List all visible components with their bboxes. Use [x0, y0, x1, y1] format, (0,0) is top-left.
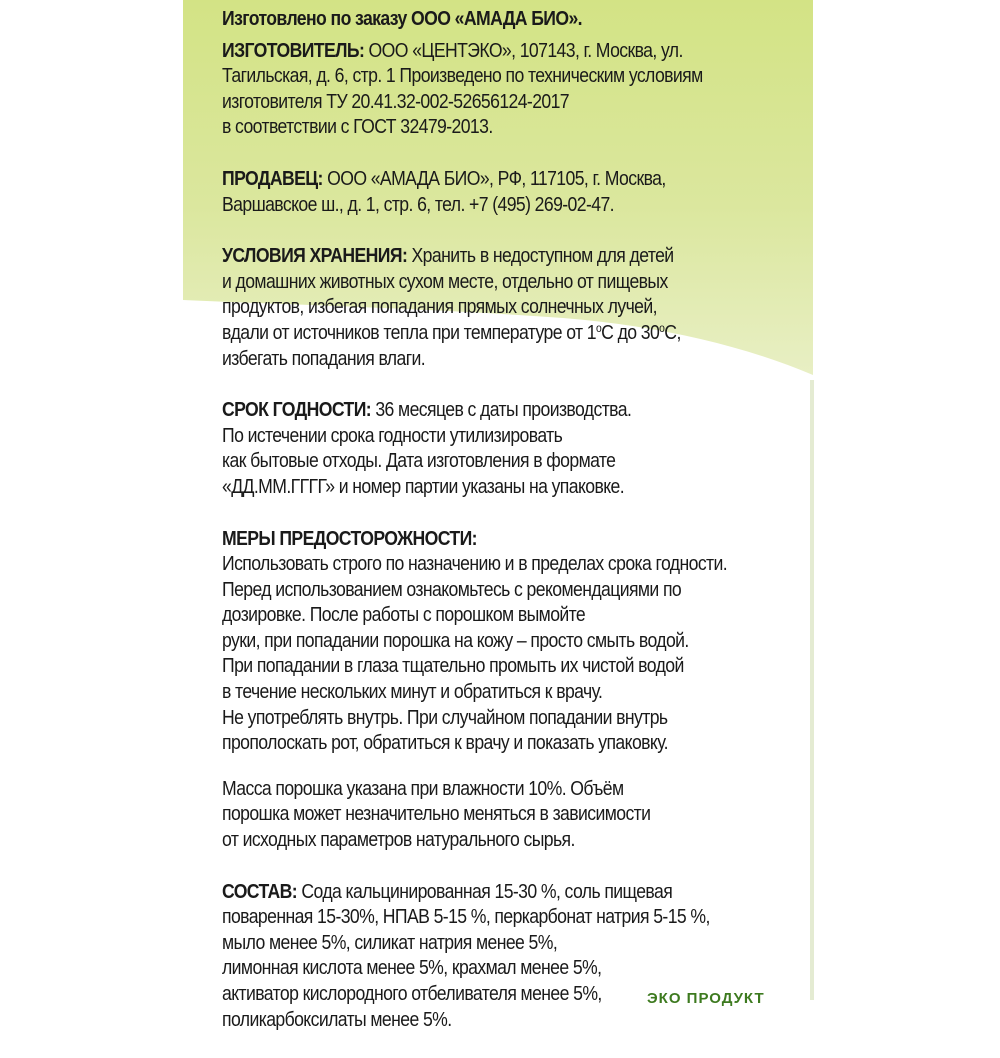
shelf-life-line-3: как бытовые отходы. Дата изготовления в формате	[222, 449, 616, 473]
composition-label: СОСТАВ:	[222, 879, 298, 903]
precautions-line: Не употреблять внутрь. При случайном попадании внутрь	[222, 705, 668, 729]
manufacturer-line-2: Тагильская, д. 6, стр. 1 Произведено по техническим условиям	[222, 64, 703, 88]
precautions-line: руки, при попадании порошка на кожу – просто смыть водой.	[222, 628, 689, 652]
footer-brand-text: ЭКО ПРОДУКТ	[647, 990, 765, 1007]
mass-note-section	[222, 776, 721, 853]
mass-note-line: Масса порошка указана при влажности 10%. Объём	[222, 776, 624, 800]
intro-line: Изготовлено по заказу ООО «АМАДА БИО».	[222, 7, 582, 30]
precautions-line: Перед использованием ознакомьтесь с рекомендациями по	[222, 577, 682, 601]
shelf-life-label: СРОК ГОДНОСТИ:	[222, 398, 372, 422]
shelf-life-line-1: 36 месяцев с даты производства.	[371, 398, 632, 422]
shelf-life-line-4: «ДД.ММ.ГГГГ» и номер партии указаны на упаковке.	[222, 474, 625, 498]
storage-line-2: и домашних животных сухом месте, отдельно от пищевых	[222, 269, 668, 293]
composition-line: мыло менее 5%, силикат натрия менее 5%,	[222, 930, 558, 954]
seller-label: ПРОДАВЕЦ:	[222, 166, 323, 190]
precautions-section	[222, 526, 728, 756]
storage-line-5: избегать попадания влаги.	[222, 346, 426, 370]
right-edge-stripe	[810, 380, 814, 1000]
manufacturer-line-4: в соответствии с ГОСТ 32479-2013.	[222, 115, 493, 139]
storage-line-4: вдали от источников тепла при температуре от $1^оС$ до $30^оС$,	[222, 320, 681, 344]
manufacturer-line-3: изготовителя ТУ 20.41.32-002-52656124-2017	[222, 89, 570, 113]
precautions-line: Использовать строго по назначению и в пределах срока годности.	[222, 552, 728, 576]
precautions-line: дозировке. После работы с порошком вымойте	[222, 603, 586, 627]
shelf-life-line-2: По истечении срока годности утилизировать	[222, 423, 563, 447]
precautions-line: прополоскать рот, обратиться к врачу и показать упаковку.	[222, 731, 668, 755]
composition-line: поликарбоксилаты менее 5%.	[222, 1007, 452, 1031]
composition-line-1: Сода кальцинированная 15-30 %, соль пищевая	[297, 879, 673, 903]
precautions-line: в течение нескольких минут и обратиться к врачу.	[222, 680, 603, 704]
mass-note-line: от исходных параметров натурального сырья.	[222, 828, 575, 852]
storage-line-1: Хранить в недоступном для детей	[407, 244, 674, 268]
manufacturer-section	[222, 38, 721, 140]
manufacturer-label: ИЗГОТОВИТЕЛЬ:	[222, 38, 365, 62]
degree-sign: о	[659, 320, 665, 335]
composition-section	[222, 879, 721, 1033]
degree-sign: о	[595, 320, 602, 335]
label-text	[222, 6, 728, 1058]
mass-note-line: порошка может незначительно меняться в зависимости	[222, 802, 651, 826]
composition-line: активатор кислородного отбеливателя менее 5%,	[222, 982, 602, 1005]
storage-line-3: продуктов, избегая попадания прямых солнечных лучей,	[222, 295, 657, 319]
storage-section	[222, 243, 721, 371]
seller-section	[222, 166, 721, 217]
precautions-line: При попадании в глаза тщательно промыть их чистой водой	[222, 654, 684, 678]
storage-label: УСЛОВИЯ ХРАНЕНИЯ:	[222, 244, 408, 268]
composition-line: поваренная 15-30%, НПАВ 5-15 %, перкарбонат натрия 5-15 %,	[222, 905, 710, 929]
seller-line-1: ООО «АМАДА БИО», РФ, 117105, г. Москва,	[322, 166, 666, 190]
composition-line: лимонная кислота менее 5%, крахмал менее 5%,	[222, 956, 602, 980]
manufacturer-line-1: ООО «ЦЕНТЭКО», 107143, г. Москва, ул.	[364, 38, 683, 62]
precautions-label: МЕРЫ ПРЕДОСТОРОЖНОСТИ:	[222, 526, 477, 550]
seller-line-2: Варшавское ш., д. 1, стр. 6, тел. +7 (495) 269-02-47.	[222, 192, 614, 216]
shelf-life-section	[222, 397, 721, 499]
